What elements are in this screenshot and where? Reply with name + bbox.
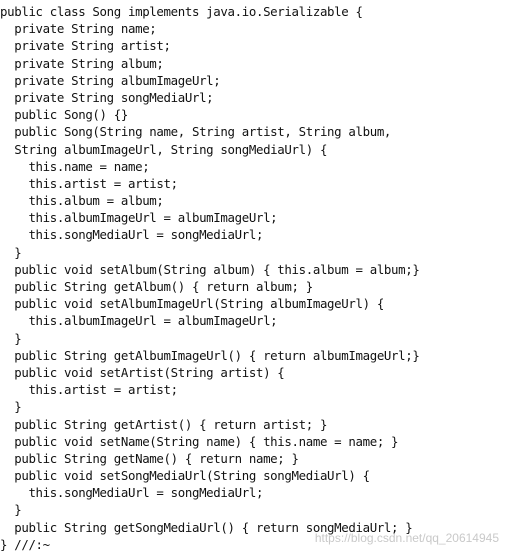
code-line: this.artist = artist; [0, 382, 178, 398]
code-line: public void setName(String name) { this.name = name; } [0, 433, 399, 449]
code-line: this.albumImageUrl = albumImageUrl; [0, 313, 278, 329]
code-line: public void setArtist(String artist) { [0, 364, 285, 380]
code-line: public Song() {} [0, 107, 128, 123]
code-line: public void setAlbumImageUrl(String albumImageUrl) { [0, 296, 384, 312]
code-line: } [0, 330, 22, 346]
code-line: this.albumImageUrl = albumImageUrl; [0, 210, 278, 226]
code-line: public void setSongMediaUrl(String songMediaUrl) { [0, 468, 370, 484]
code-line: public String getName() { return name; } [0, 450, 299, 466]
code-line: String albumImageUrl, String songMediaUrl) { [0, 141, 328, 157]
code-line: private String albumImageUrl; [0, 72, 221, 88]
code-line: public String getSongMediaUrl() { return songMediaUrl; } [0, 519, 413, 535]
code-line: public void setAlbum(String album) { this.album = album;} [0, 261, 420, 277]
code-line: this.artist = artist; [0, 175, 178, 191]
code-line: this.songMediaUrl = songMediaUrl; [0, 227, 264, 243]
code-line: private String album; [0, 55, 164, 71]
code-line: public String getAlbum() { return album; } [0, 279, 313, 294]
code-line: } ///:~ [0, 536, 50, 552]
code-line: } [0, 502, 22, 518]
code-block [0, 3, 505, 553]
code-line: this.album = album; [0, 193, 164, 209]
watermark: https://blog.csdn.net/qq_20614945 [314, 531, 499, 545]
code-line: this.name = name; [0, 158, 150, 174]
code-line: } [0, 244, 22, 260]
code-line: private String songMediaUrl; [0, 89, 214, 105]
code-line: public class Song implements java.io.Serializable { [0, 4, 363, 19]
code-line: private String name; [0, 21, 157, 37]
code-line: } [0, 399, 22, 415]
code-line: public Song(String name, String artist, String album, [0, 124, 392, 140]
code-line: this.songMediaUrl = songMediaUrl; [0, 485, 264, 501]
code-line: private String artist; [0, 38, 171, 54]
code-line: public String getArtist() { return artist; } [0, 416, 328, 432]
code-line: public String getAlbumImageUrl() { return albumImageUrl;} [0, 347, 420, 363]
